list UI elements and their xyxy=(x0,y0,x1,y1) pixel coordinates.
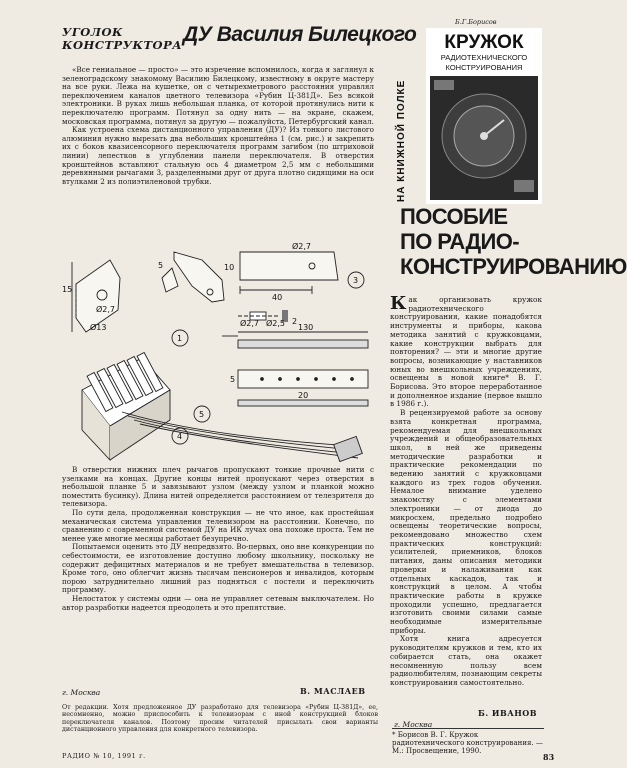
paragraph: По сути дела, продолженная конструкция — не что иное, как простейшая механическая система управления телевизором на расстоянии. Конечно, по сравнению с современной системой ДУ на ИК лучах она похоже проста. Тем не менее уже многие месяцы работает безупречно. xyxy=(62,507,374,543)
editor-note: От редакции. Хотя предложенное ДУ разработано для телевизора «Рубин Ц-381Д», ее, несомненно, можно приспособить к телевизорам с иной конструкцией блоков переключателя каналов. Поэтому просим читателей присылать свои варианты дистанционного управления для конкретного телевизора. xyxy=(62,704,378,734)
rubric-line2: КОНСТРУКТОРА xyxy=(62,38,183,52)
dim-27b: Ø2,7 xyxy=(292,242,312,251)
dim-130: 130 xyxy=(298,323,314,332)
logo-line3: КОНСТРУИРОВАНИЯ xyxy=(445,63,523,72)
review-author: Б. ИВАНОВ xyxy=(478,708,538,718)
byline: Б.Г.Борисов xyxy=(455,18,497,26)
dim-27a: Ø2,7 xyxy=(96,305,116,314)
logo-line2: РАДИОТЕХНИЧЕСКОГО xyxy=(440,53,528,62)
label-part-5: 5 xyxy=(199,410,205,419)
paragraph: В рецензируемой работе за основу взята конкретная программа, рекомендуемая для внешкольных учреждений и общеобразовательных школ, в ней же приведены методические разработки и практические рекомендации по ведению занятий с кружковцами каждого из трех годов обучения. Немалое внимание уделено знакомству с элементами электроники — от диода до микросхем, предельно подробно освещены теоретические вопросы, рекомендовано множество схем практических конструкций: усилителей, приемников, блоков питания, даны описания методики проверки и налаживания как отдельных каскадов, так и конструкций в целом. А чтобы практические работы в кружке проходили успешно, предлагается изготовить своими силами самые необходимые измерительные приборы. xyxy=(390,408,542,635)
dim-10: 10 xyxy=(224,263,235,272)
paragraph: «Все гениальное — просто» — это изречение вспомнилось, когда я заглянул к зеленоградскому знакомому Василию Билецкому, известному в округе мастеру на все руки. Лежа на кушетке, он с четырехметрового расстояния управлял переключением каналов цветного телевизора «Рубин Ц-381Д». Без всякой электроники. В руках лишь небольшая планка, от которой протянулись нити к переключателю программ. Потянул за одну нить — на экране, скажем, московская программа, потянул за другую — пожалуйста, Петербургский канал. xyxy=(62,65,374,126)
dim-13: Ø13 xyxy=(90,323,107,332)
drop-cap: К xyxy=(390,293,407,314)
paragraph: ак организовать кружок радиотехнического конструирования, какие понадобятся инструменты и приборы, какова методика занятий с кружковцами, какие конструкции выбрать для повторения? — эти и многие другие вопросы, возникающие у наставников юных во внешкольных учреждениях, освещены в новой книге* В. Г. Борисова. Это второе переработанное и дополненное издание (первое вышло в 1986 г.). xyxy=(390,295,542,409)
article-title: ДУ Василия Билецкого xyxy=(183,23,417,46)
rubric xyxy=(62,26,182,52)
review-title xyxy=(400,204,627,279)
vertical-heading xyxy=(386,30,412,205)
review-title-line2: ПО РАДИО- xyxy=(400,229,520,254)
review-place: г. Москва xyxy=(394,720,433,729)
dim-40: 40 xyxy=(272,293,283,302)
page-number: 83 xyxy=(543,752,555,762)
review-footnote: * Борисов В. Г. Кружок радиотехнического конструирования. — М.: Просвещение, 1990. xyxy=(392,728,544,756)
vertical-heading-text: НА КНИЖНОЙ ПОЛКЕ xyxy=(396,79,407,202)
book-cover-logo xyxy=(426,28,542,204)
dim-5a: 5 xyxy=(158,261,164,270)
paragraph: Нелостаток у системы одни — она не управляет сетевым выключателем. Но автор разработки надеется преодолеть и это препятствие. xyxy=(62,593,374,612)
review-body xyxy=(390,293,542,688)
rubric-line1: УГОЛОК xyxy=(62,25,123,39)
dim-15: 15 xyxy=(62,285,73,294)
dim-5b: 5 xyxy=(230,375,236,384)
label-part-1: 1 xyxy=(177,334,183,343)
dim-25: Ø2,5 xyxy=(266,319,286,328)
label-part-3: 3 xyxy=(353,276,359,285)
article-place: г. Москва xyxy=(62,688,101,697)
construction-drawing xyxy=(62,240,382,462)
label-part-2: 2 xyxy=(292,317,298,326)
paragraph: В отверстия нижних плеч рычагов пропускают тонкие прочные нити с узелками на концах. Другие концы нитей пропускают через отверстия в небольшой планке 5 и завязывают узлом (между узлом и планкой можно поместить бусинку). Длина нитей определяется расстоянием от телезрителя до телевизора. xyxy=(62,465,374,509)
dim-20: 20 xyxy=(298,391,309,400)
logo-line1: КРУЖОК xyxy=(444,32,524,53)
paragraph: Хотя книга адресуется руководителям кружков и тем, кто их собирается стать, она окажет несомненную пользу всем радиолюбителям, познающим секреты конструирования самостоятельно. xyxy=(390,634,542,687)
dim-27c: Ø2,7 xyxy=(240,319,260,328)
review-title-line3: КОНСТРУИРОВАНИЮ xyxy=(400,254,627,279)
paragraph: Как устроена схема дистанционного управления (ДУ)? Из тонкого листового алюминия нужно вырезать два небольших кронштейна 1 (см. рис.) и закрепить их с боков квазисенсорного переключателя программ загибом (по штриховой линии) лепестков в углублении панели переключателя. В отверстия кронштейнов вставляют стальную ось 4 диаметром 2,5 мм с небольшими деревянными рычагами 3, разделенными друг от друга плотно сидящими на оси втулками 2 из полиэтиленовой трубки. xyxy=(62,125,374,186)
magazine-issue: РАДИО № 10, 1991 г. xyxy=(62,752,146,760)
article-body-bottom xyxy=(62,466,374,612)
paragraph: Попытаемся оценить это ДУ непредвзято. Во-первых, оно вне конкуренции по себестоимости, ее изготовление доступно любому школьнику, поскольку не содержит дефицитных материалов и не требует вмешательства в телевизор. Кроме того, оно облегчит жизнь тысячам пенсионеров и инвалидов, которым порою затруднительно лишний раз подняться с постели и переключить программу. xyxy=(62,542,374,595)
review-title-line1: ПОСОБИЕ xyxy=(400,204,508,229)
article-body-top xyxy=(62,66,374,186)
label-part-4: 4 xyxy=(177,432,183,441)
article-author: В. МАСЛАЕВ xyxy=(300,686,366,696)
